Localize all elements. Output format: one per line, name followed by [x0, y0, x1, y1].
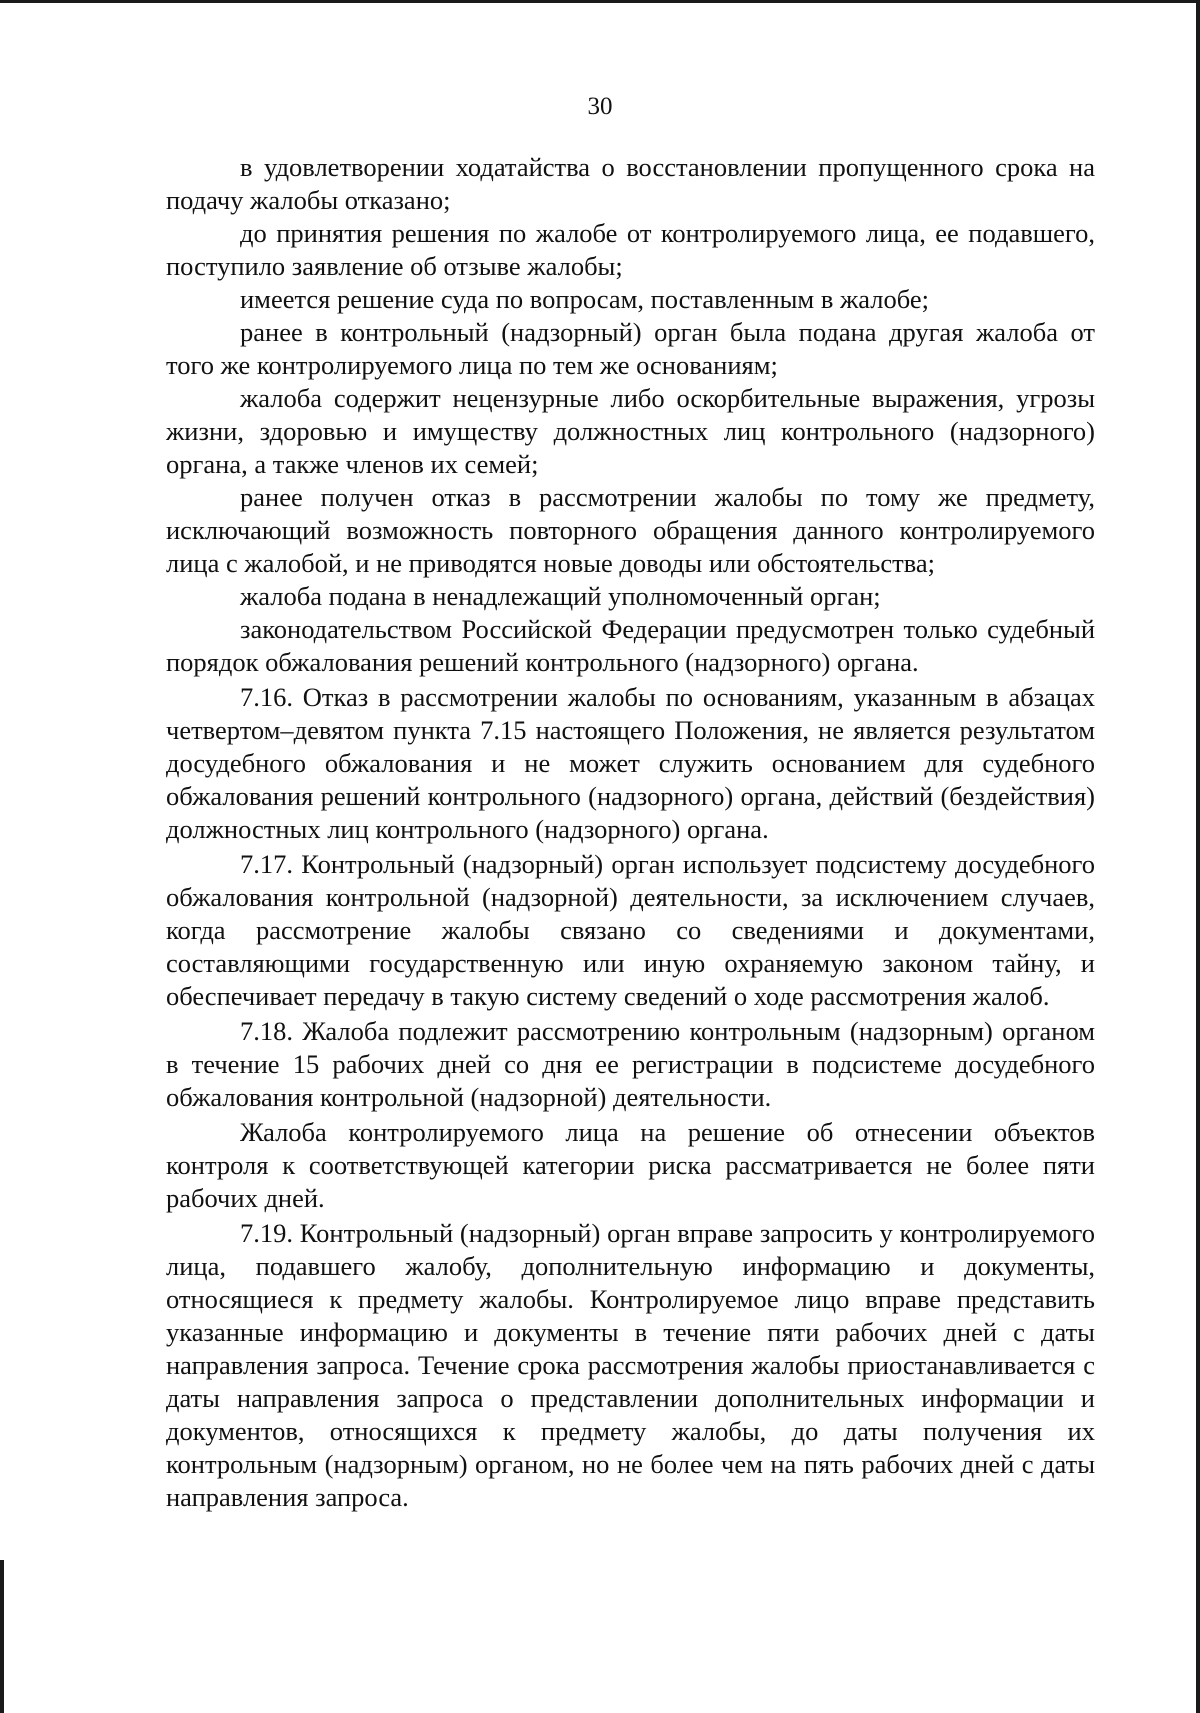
- scan-edge-left: [0, 1560, 4, 1713]
- paragraph-7-19: 7.19. Контрольный (надзорный) орган вправе запросить у контролируемого лица, подавшего жалобу, дополнительную информацию и документы, относящиеся к предмету жалобы. Контролируемое лицо вправе представить указанные информацию и документы в течение пяти рабочих дней с даты направления запроса. Течение срока рассмотрения жалобы приостанавливается с даты направления запроса о представлении дополнительных информации и документов, относящихся к предмету жалобы, до даты получения их контрольным (надзорным) органом, но не более чем на пять рабочих дней с даты направления запроса.: [166, 1218, 1095, 1512]
- paragraph-1: в удовлетворении ходатайства о восстановлении пропущенного срока на подачу жалобы отказано;: [166, 152, 1095, 215]
- paragraph-7: жалоба подана в ненадлежащий уполномоченный орган;: [240, 581, 881, 611]
- paragraph-2: до принятия решения по жалобе от контролируемого лица, ее подавшего, поступило заявление об отзыве жалобы;: [166, 218, 1095, 281]
- paragraph-4: ранее в контрольный (надзорный) орган была подана другая жалоба от того же контролируемого лица по тем же основаниям;: [166, 317, 1095, 380]
- scan-edge-right: [1196, 0, 1200, 1713]
- paragraph-7-17: 7.17. Контрольный (надзорный) орган использует подсистему досудебного обжалования контрольной (надзорной) деятельности, за исключением случаев, когда рассмотрение жалобы связано со сведениями и документами, составляющими государственную или иную охраняемую законом тайну, и обеспечивает передачу в такую систему сведений о ходе рассмотрения жалоб.: [166, 849, 1095, 1011]
- paragraph-7-16: 7.16. Отказ в рассмотрении жалобы по основаниям, указанным в абзацах четвертом–девятом пункта 7.15 настоящего Положения, не является результатом досудебного обжалования и не может служить основанием для судебного обжалования решений контрольного (надзорного) органа, действий (бездействия) должностных лиц контрольного (надзорного) органа.: [166, 682, 1095, 844]
- paragraph-5: жалоба содержит нецензурные либо оскорбительные выражения, угрозы жизни, здоровью и имуществу должностных лиц контрольного (надзорного) органа, а также членов их семей;: [166, 383, 1095, 479]
- scan-edge-top: [0, 0, 1200, 3]
- page-number: 30: [587, 93, 613, 120]
- paragraph-6: ранее получен отказ в рассмотрении жалобы по тому же предмету, исключающий возможность повторного обращения данного контролируемого лица с жалобой, и не приводятся новые доводы или обстоятельства;: [166, 482, 1095, 578]
- paragraph-3: имеется решение суда по вопросам, поставленным в жалобе;: [240, 284, 929, 314]
- paragraph-7-18: 7.18. Жалоба подлежит рассмотрению контрольным (надзорным) органом в течение 15 рабочих дней со дня ее регистрации в подсистеме досудебного обжалования контрольной (надзорной) деятельности.: [166, 1016, 1095, 1112]
- paragraph-risk-category: Жалоба контролируемого лица на решение об отнесении объектов контроля к соответствующей категории риска рассматривается не более пяти рабочих дней.: [166, 1117, 1095, 1213]
- paragraph-8: законодательством Российской Федерации предусмотрен только судебный порядок обжалования решений контрольного (надзорного) органа.: [166, 614, 1095, 677]
- document-body: [166, 151, 1095, 1514]
